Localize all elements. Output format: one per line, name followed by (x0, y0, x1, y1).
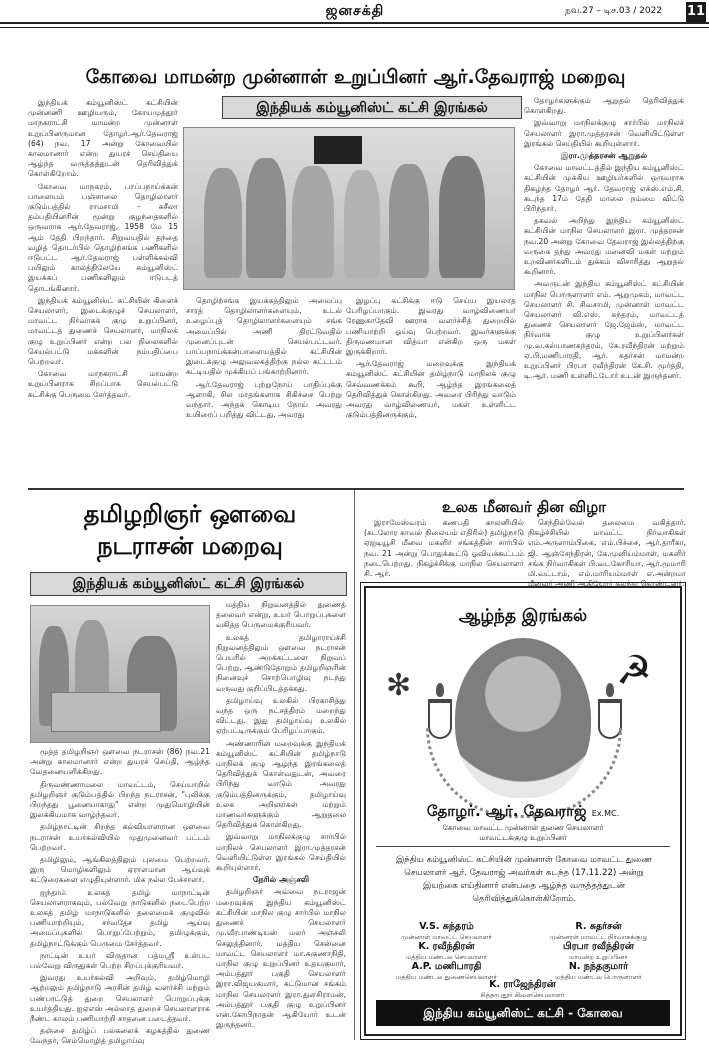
paragraph: தமிழிலும், ஆங்கிலத்திலும் புலமை பெற்றவர். இரு மொழிகளிலும் ஏராளமான ஆய்வுக் கட்டுரைகளை எழுதியுள்ளார். மிக நல்ல பேச்சாளர். (30, 855, 210, 885)
story2-column-b (216, 600, 346, 1040)
story1-column-1 (28, 98, 178, 486)
paragraph: இவ்வாறு மாநிலக்குழு சார்பில் மாநிலச் செயலாளர் இரா.முத்தரசன் வெளியிட்டுள்ள இரங்கல் செய்தியில் கூறியுள்ளார். (216, 832, 346, 873)
obituary-title: ஆழ்ந்த இரங்கல் (458, 606, 588, 626)
issue-date: நவ.27 – டிச.03 / 2022 (565, 6, 663, 16)
story1-photo (183, 127, 515, 290)
paragraph: தொழிற்சங்க இயக்கத்திலும் அமைப்பு சாரத் தொழிலாளர்களையும், உடல் உழைப்புத் தொழிலாளர்களையும் சங்க அமைப்பில் அணி திரட்டுவதில் முனைப்புடன் செயல்பட்டவர். பாப்பநாய்க்கன்பாளையத்தில் கட்சியின் இடைக்குழு அலுவலகத்திற்கு நல்ல கட்டடம் கட்டியதில் முக்கியப் பங்காற்றினார். (186, 296, 342, 377)
paragraph: உலகத் தமிழாராய்ச்சி நிறுவனத்திலும் ஔவை நடராசன் பெயரில் அறக்கட்டளை நிறுவப் பெற்று, ஆண்டுதோறும் தமிழறிஞரின் நினைவுச் சொற்பொழிவு நடந்து வருவது குறிப்பிடத்தக்கது. (216, 632, 346, 693)
signer-role: சித்தாபுதூர் கிளைசெயலாளர் (480, 991, 565, 999)
signer-role: முன்னாள் மாவட்ட நிர்வாகக்குழு (549, 933, 648, 941)
paragraph: அவருடன் இந்திய கம்யூனிஸ்ட் கட்சியின் மாநில பொருளாளர் எம். ஆறுமுகம், மாவட்ட செயலாளர் சி. சிவசாமி, முன்னாள் மாவட்ட செயலாளர் வி.எஸ். சுந்தரம், மாவட்டத் துணைச் செயலாளர் ஜே.ஜேம்ஸ், மாவட்ட நிர்வாக குழு உறுப்பினர்கள் மு.வ.கல்யாணசுந்தரம், கே.ரவீந்திரன் மற்றும் ஏ.பி.மணிபாரதி, ஆர். சுதர்சன் மாமன்ற உறுப்பினர் பிரபா ரவீந்திரன் கே.சி. மூர்த்தி, டி.ஆர். மணி உள்ளிட்டோர் உடன் இருந்தனர். (524, 279, 684, 381)
paragraph: தோழர்களுக்கும் ஆறுதல் தெரிவித்துக் கொள்கிறது. (524, 96, 684, 116)
signer-name: K. ராஜேந்திரன் (489, 979, 556, 990)
obituary-name (366, 802, 680, 822)
subheading: நேரில் அஞ்சலி (252, 875, 310, 885)
obituary-message: இந்திய கம்யூனிஸ்ட் கட்சியின் முன்னாள் கோவை மாவட்ட துணை செயலாளர் ஆர். தேவராஜ் அவர்கள் கடந்த (17.11.22) அன்று இயற்கை எய்தினார் என்பதை ஆழ்ந்த வருத்தத்துடன் தெரிவித்துக்கொள்கிறோம். (395, 855, 653, 904)
paragraph: கோவை மாநகராட்சி மாமன்ற உறுப்பினராக சிறப்பாக செயல்பட்டு கட்சிக்கு பெருமை சேர்த்தவர். (28, 369, 178, 399)
story1-banner: இந்தியக் கம்யூனிஸ்ட் கட்சி இரங்கல் (222, 96, 522, 119)
signer-role: முன்னாள் மாவட்ட செயலாளர் (401, 933, 492, 941)
obituary-box (364, 586, 682, 1036)
story3-headline: உலக மீனவர் தின விழா (442, 498, 606, 516)
signer-name: K. ரவீந்திரன் (418, 941, 475, 952)
story2-headline (50, 498, 330, 562)
signer-name: N. நந்தகுமார் (568, 961, 629, 972)
story1-headline: கோவை மாமன்ற முன்னாள் உறுப்பினர் ஆர்.தேவராஜ் மறைவு (85, 66, 626, 88)
paragraph: ஆர்.தேவராஜ் மறைவுக்கு இந்தியக் கம்யூனிஸ்ட் கட்சியின் தமிழ்நாடு மாநிலக் குழு செவ்வணக்கம் கூறி, ஆழ்ந்த இரங்கலைத் தெரிவித்துக் கொள்கிறது. அவரை பிரிந்து வாடும் அவரது வாழ்விணையர், மகள் உள்ளிட்ட குடும்பத்தினருக்கும், (346, 359, 516, 420)
paragraph: இவ்வாறு மாநிலக்குழு சார்பில் மாநிலச் செயலாளர் இரா.முத்தரசன் வெளியிட்டுள்ள இரங்கல் செய்தியில் கூறியுள்ளார். (524, 118, 684, 148)
top-rule (0, 27, 709, 28)
paragraph: திருவண்ணாமலை மாவட்டம், செய்யாறில் தமிழறிஞர் குடும்பத்தில் பிறந்த நடராசன், "புலிக்கு பிறந்தது பூனையாகாது" என்ற முதுமொழியின் இலக்கியமாக வாழ்ந்தவர். (30, 779, 210, 820)
paragraph: தமிழறிஞர் அவ்வை நடராஜன் மறைவுக்கு இந்திய கம்யூனிஸ்ட் கட்சியின் மாநில குழு சார்பில் மாநில துணைச் செயலாளர் மு.வீரபாண்டியன் மலர் அஞ்சலி செலுத்தினார். மத்திய சென்னை மாவட்ட செயலாளர் மா.சுகுணாநிதி, மாநில குழு உறுப்பினர் உதயகுமார், அம்பத்தூர் பகுதி செயலாளர் இரா.விஜயகுமார், கட்டுமான சங்கம் மாநில செயலாளர் இரா.துளசிராமன், அம்பத்தூர் பகுதி குழு உறுப்பினர் என்.கோபிநாதன் ஆகியோர் உடன் இருந்தனர். (216, 887, 346, 1030)
paragraph: இவரது உயர்கல்வி அறிவும், தமிழ்மொழி ஆற்றலும் தமிழ்நாடு அரசின் தமிழ் வளர்ச்சி மற்றும் பண்பாட்டுத் துறை செயலாளர் பொறுப்புக்கு உயர்த்தியது. ஐஏஎஸ் அல்லாத துறைச் செயலாளராக நீண்ட காலம் பணியாற்றி சாதனை படைத்தவர். (30, 973, 210, 1024)
paragraph: தமிழ்நாட்டின் சிறந்த கல்வியாளரான ஔவை நடராசன் உயர்கல்வியில் முதுமுனைவர் பட்டம் பெற்றவர். (30, 822, 210, 852)
paragraph: மூத்த தமிழறிஞர் ஔவை நடராசன் (86) நவ.21 அன்று காலமானார் என்ற துயரச் செய்தி, ஆழ்ந்த வேதனையளிக்கிறது. (30, 747, 210, 777)
divider (376, 846, 670, 847)
paragraph: தஞ்சை தமிழ்ப் பல்கலைக் கழகத்தில் துணை வேந்தர், செம்மொழித் தமிழாய்வு (30, 1026, 210, 1046)
paragraph: தகவல் அறிந்து இந்திய கம்யூனிஸ்ட் கட்சியின் மாநில செயலாளர் இரா. முத்தரசன் நவ.20 அன்று கோவை தேவராஜ் இல்லத்திற்கு வருகை தந்து அவரது மனைவி மகள் மற்றும் உறவினர்களிடம் துக்கம் விசாரித்து ஆறுதல் கூறினார். (524, 216, 684, 277)
story1-column-2 (186, 296, 342, 486)
paragraph: நாட்டின் உயர் விருதான பத்மஸ்ரீ உள்பட பல்வேறு விருதுகள் பெற்ற சிறப்புக்குரியவர். (30, 950, 210, 971)
signer-role: மாமன்ற உறுப்பினர் (569, 953, 628, 961)
page-number: 11 (686, 2, 706, 22)
story3-column-c (364, 518, 524, 579)
signer-name: V.S. சுந்தரம் (419, 921, 474, 932)
story1-column-4 (524, 96, 684, 486)
story3-column-d (528, 518, 686, 589)
role-line: கோவை மாவட்ட முன்னாள் துணை செயலாளர் (442, 823, 604, 832)
party-emblem-icon: ✻ (386, 668, 412, 703)
column-divider (354, 490, 355, 1040)
paragraph: ஐந்தாம் உலகத் தமிழ் மாநாட்டின் செயலாளராகவும், பல்வேறு நாடுகளில் நடைபெற்ற உலகத் தமிழ் மாநாடுகளில் தலைமைக் குழுவில் பணியாற்றியும், சர்வதேச தமிழ் ஆய்வு அமைப்புகளில் பொறுப்பேற்றும், தமிழுக்கும், தமிழ்நாட்டுக்கும் பெருமை சேர்த்தவர். (30, 887, 210, 948)
paragraph: செந்தில்வேல் தலைமை வகித்தார். நிகழ்ச்சியில் மாவட்ட நிர்வாகிகள் எம்.அருளாம்பிகை, எம்.பிச்சை, ஆர்.தாரீகா, ஜி. ஆஞ்சேந்திரன், கே.முனியம்மாள், மகளிர் சங்க நிர்வாகிகள் பி.வடகோரியா, ஆர்.மூமாரி மி.வட்டாம், எம்.மாரியம்மாள் எ.அன்றமா மீனவர் அணி ஆகியோர் கலந்து கொண்டனர். (528, 518, 686, 589)
obituary-footer: இந்திய கம்யூனிஸ்ட் கட்சி - கோவை (376, 1000, 670, 1026)
signer-role: மத்திய மண்டல பொருளாளர் (555, 973, 642, 981)
paragraph: கோவை மாநகரம், பாப்பநாய்க்கன் பாளையம் பஞ்சாலை தொழிலாளர் குடும்பத்தில் ராமசாமி - சுசீலா தம்பதியினரின் மூன்று குழந்தைகளில் ஒருவராக ஆர்.தேவராஜ், 1958 மே 15 ஆம் தேதி பிறந்தார். சிறுவயதில் தந்தை வழித் தொடர்பில் தொழிற்சங்க பணிகளில் ஈடுபட்ட ஆர்.தேவராஜ் பள்ளிக்கல்வி பயிலும் காலத்திலேயே கம்யூனிஸ்ட் இயக்கப் பணிகளிலும் ஈடுபடத் தொடங்கினார். (28, 181, 178, 293)
signer (526, 921, 671, 942)
story1-column-3 (346, 296, 516, 486)
story2-column-a (30, 747, 210, 1046)
paragraph: அண்ணாரின் மறைவுக்கு இந்தியக் கம்யூனிஸ்ட் கட்சியின் தமிழ்நாடு மாநிலக் குழு ஆழ்ந்த இரங்கலைத் தெரிவித்துக் கொள்வதுடன், அவரை பிரிந்து வாடும் அவரது குடும்பத்தினருக்கும், தமிழாய்வு உலக அறிஞர்கள் மற்றும் மாணவர்களுக்கும் ஆறுதலை தெரிவித்துக் கொள்கிறது. (216, 738, 346, 830)
signer-name: பிரபா ரவீந்திரன் (563, 941, 634, 952)
signer-role: மத்திய மண்டல செயலாளர் (406, 953, 487, 961)
paragraph: மத்திய நிறுவனத்தில் துணைத் தலைவர் என்று, உயர் பொறுப்புகளை வகித்த பெருமைக்குரியவர். (216, 600, 346, 630)
signer-name: R. சுதர்சன் (575, 921, 622, 932)
paragraph: இந்தியக் கம்யூனிஸ்ட் கட்சியின் முன்னணி ஊழியரும், கோயமுத்தூர் மாநகராட்சி மாமன்ற முன்னாள் உறுப்பினருமான தோழர்.ஆர்.தேவராஜ் (64) நவ. 17 அன்று கோவையில் காலமானார் என்ற துயரச் செய்தியை ஆழ்ந்த வருத்தத்துடன் தெரிவித்துக் கொள்கிறோம். (28, 98, 178, 179)
hammer-sickle-icon: ☭ (616, 648, 652, 694)
story2-headline-line2: நடராசன் மறைவு (97, 532, 283, 560)
signer-name: A.P. மணிபாரதி (411, 961, 482, 972)
portrait-photo (455, 638, 591, 798)
masthead (0, 0, 709, 24)
story2-headline-line1: தமிழறிஞர் ஔவை (83, 500, 297, 528)
paragraph: தமிழாய்வு உலகில் பிரகாசித்து வந்த ஒரு நட்சத்திரம் மறைந்து விட்டது. இது தமிழாய்வு உலகில் ஏற்பட்டிருக்கும் பேரிழப்பாகும். (216, 695, 346, 736)
paragraph: இழப்பு கட்சிக்கு ஈடு செய்ய இயலாத பேரிழப்பாகும். இவரது வாழ்விணையர் ரேணுகாதேவி ஊராக வளர்ச்சித் துறையில் பணியாற்றி ஓய்வு பெற்றவர். இவர்களுக்கு திருமணமான வித்யா என்கிற ஒரு மகள் இருக்கிறார். (346, 296, 516, 357)
paragraph: ஆர்.தேவராஜ் புற்றுநோய் பாதிப்புக்கு ஆளாகி, சில மாதங்களாக சிகிச்சை பெற்று வந்தார். அந்தக் கொடிய நோய் அவரது உயிரைப் பறித்து விட்டது. அவரது (186, 379, 342, 420)
signer (374, 941, 519, 962)
signer (526, 941, 671, 962)
obituary-role (366, 823, 680, 843)
name-suffix: Ex.MC. (591, 809, 620, 818)
signer (374, 921, 519, 942)
paragraph: கோவை மாவட்டத்தில் இந்திய கம்யூனிஸ்ட் கட்சியின் முக்கிய ஊழியர்களில் ஒருவராக திகழ்ந்த தோழர் ஆர். தேவராஜ் எக்ஸ்.எம்.சி. கடந்த 17ம் தேதி மாலை நம்மை விட்டு பிரிந்தார். (524, 163, 684, 214)
story2-banner: இந்தியக் கம்யூனிஸ்ட் கட்சி இரங்கல் (30, 572, 347, 596)
newspaper-brand: ஜனசக்தி (325, 3, 385, 19)
paragraph: இந்தியக் கம்யூனிஸ்ட் கட்சியின் கிளைச் செயலாளர், இடைக்குழுச் செயலாளர், மாவட்ட நிர்வாகக் குழு உறுப்பினர், மாவட்டத் துணைச் செயலாளர், மாநிலக் குழு உறுப்பினர் என்ற பல நிலைகளில் செயல்பட்டு மக்களின் நம்பதிப்பை பெற்றவர். (28, 295, 178, 367)
story2-photo (30, 605, 210, 743)
signer (450, 979, 595, 1000)
role-line: மாவட்டக்குழு உறுப்பினர் (479, 833, 567, 842)
person-name: தோழர். ஆர். தேவராஜ் (426, 802, 587, 820)
paragraph: இராமேஸ்வரம் கணபதி காலனியில் (கடலோர காவல் நிலையம் எதிரில்) தமிழ்நாடு ஏஐடியூசி மீனவ மகளிர் சங்கத்தின் சார்பில் நவ. 21 அன்று பொதுக்கூட்டு ஓவியக்கூட்டம் நடைபெற்றது. நிகழ்ச்சிக்கு மாநில செயலாளர் சி. ஆர். (364, 518, 524, 579)
signer-role: மத்திய மண்டல துணைசெயலாளர் (396, 973, 497, 981)
section-divider (28, 488, 684, 490)
subheading: இரா.முத்தரசன் ஆறுதல் (560, 151, 648, 161)
